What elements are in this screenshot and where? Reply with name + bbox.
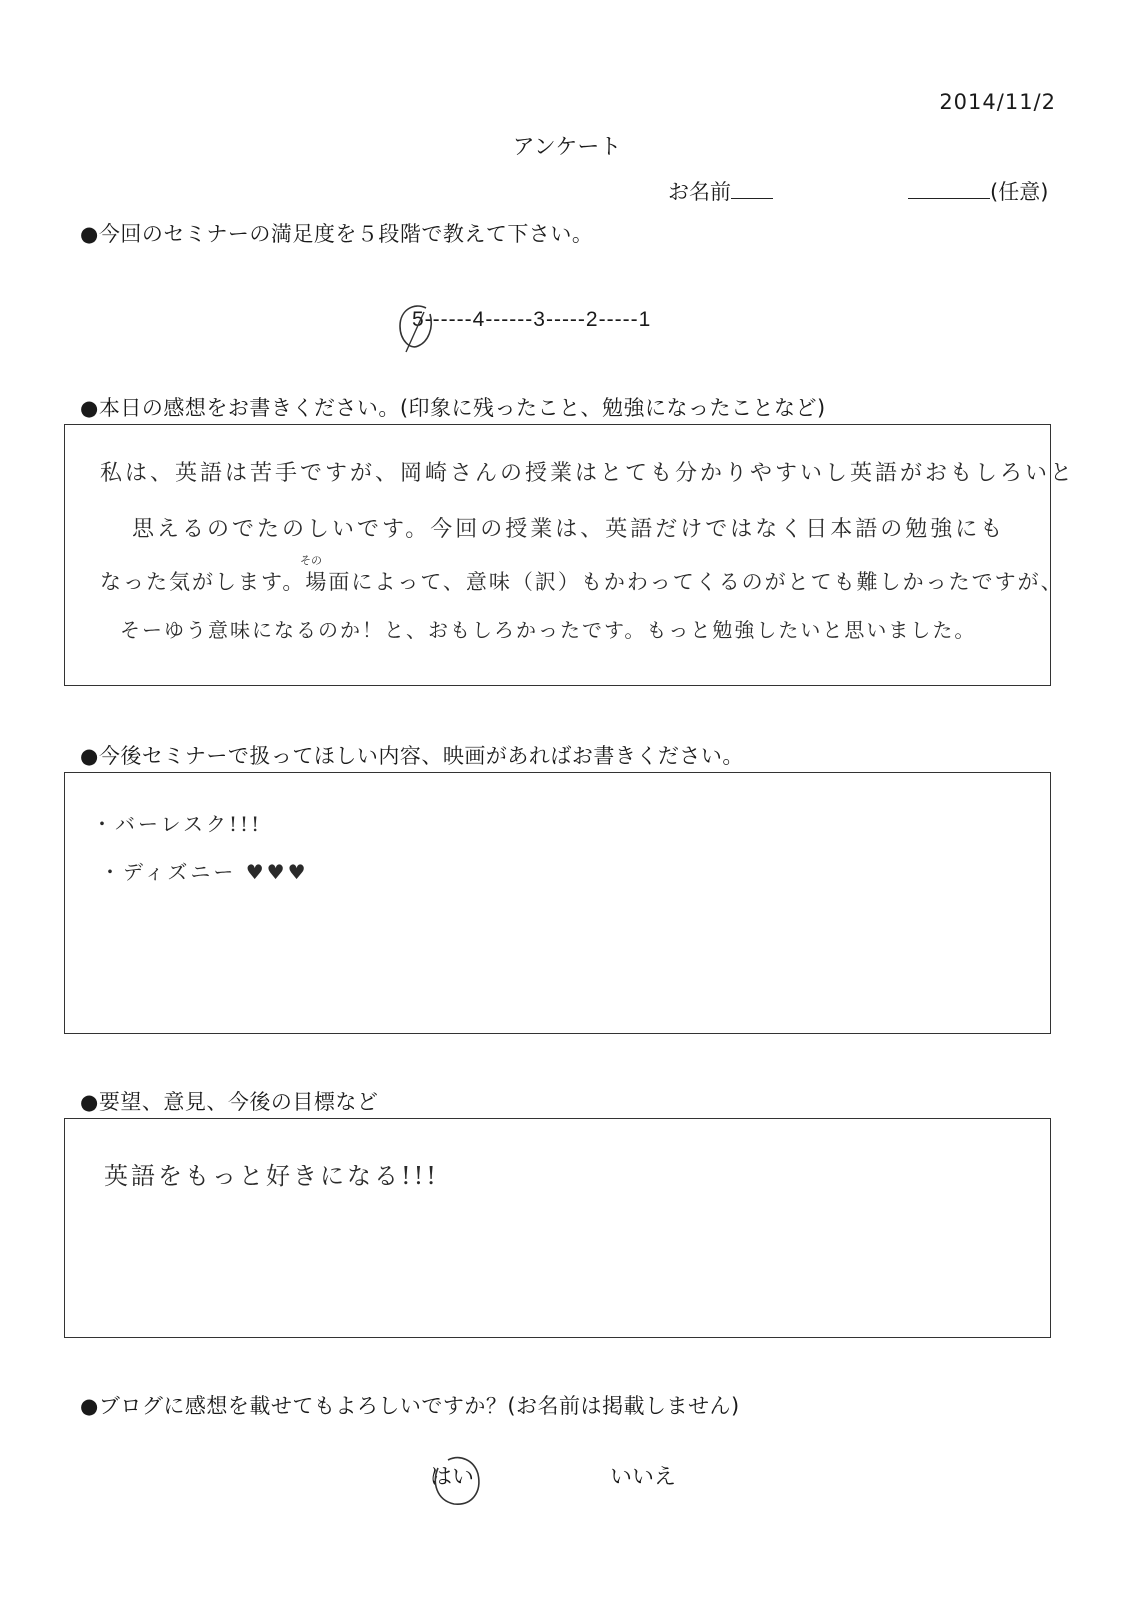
blog-permission-yes: はい (430, 1465, 475, 1490)
form-title: アンケート (512, 135, 622, 160)
name-optional-label: (任意) (990, 180, 1049, 204)
name-label: お名前 (668, 180, 731, 204)
requests-goals-line-1: 英語をもっと好きになる!!! (104, 1162, 439, 1190)
blog-permission-no: いいえ (610, 1465, 677, 1490)
name-optional-field (908, 176, 1048, 206)
question-blog-permission: ●ブログに感想を載せてもよろしいですか？(お名前は掲載しません) (80, 1394, 740, 1418)
question-impressions: ●本日の感想をお書きください。(印象に残ったこと、勉強になったことなど) (80, 396, 826, 420)
impressions-insert-note: その (300, 554, 322, 567)
name-blank-line (731, 180, 773, 199)
impressions-line-3: なった気がします。場面によって、意味（訳）もかわってくるのがとても難しかったですが、 (100, 570, 1064, 594)
requested-content-line-1: ・バーレスク!!! (92, 812, 263, 836)
name-field (668, 176, 773, 206)
question-satisfaction: ●今回のセミナーの満足度を５段階で教えて下さい。 (80, 222, 594, 246)
selected-rating-circle (396, 300, 436, 356)
impressions-line-1: 私は、英語は苦手ですが、岡崎さんの授業はとても分かりやすいし英語がおもしろいと (100, 461, 1076, 486)
question-requested-content: ●今後セミナーで扱ってほしい内容、映画があればお書きください。 (80, 744, 744, 768)
requests-goals-answer-box (64, 1118, 1051, 1338)
requested-content-line-2: ・ディズニー ♥♥♥ (100, 860, 309, 884)
impressions-line-2: 思えるのでたのしいです。今回の授業は、英語だけではなく日本語の勉強にも (132, 517, 1006, 542)
satisfaction-scale: 5------4------3-----2-----1 (412, 308, 652, 331)
survey-date: 2014/11/2 (939, 90, 1056, 114)
impressions-line-4: そーゆう意味になるのか！と、おもしろかったです。もっと勉強したいと思いました。 (120, 618, 977, 642)
selected-yes-circle (430, 1448, 488, 1508)
name-optional-blank-line (908, 180, 990, 199)
question-requests-goals: ●要望、意見、今後の目標など (80, 1090, 379, 1114)
